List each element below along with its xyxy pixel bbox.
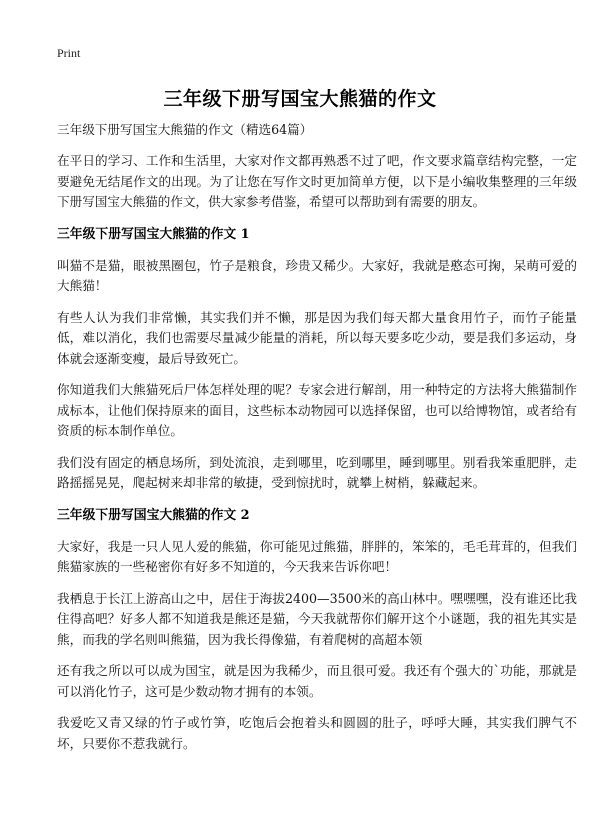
section-paragraph: 大家好，我是一只人见人爱的熊猫，你可能见过熊猫，胖胖的，笨笨的，毛毛茸茸的，但我们熊猫家族的一些秘密你有好多不知道的，今天我来告诉你吧！ <box>57 538 577 574</box>
article-subtitle: 三年级下册写国宝大熊猫的作文（精选64篇） <box>57 122 313 137</box>
print-link[interactable]: Print <box>57 46 81 60</box>
article-body <box>57 120 577 765</box>
intro-paragraph: 在平日的学习、工作和生活里，大家对作文都再熟悉不过了吧，作文要求篇章结构完整，一定要避免无结尾作文的出现。为了让您在写作文时更加简单方便，以下是小编收集整理的三年级下册写国宝大熊猫的作文，供大家参考借鉴，希望可以帮助到有需要的朋友。 <box>57 153 577 209</box>
section-heading: 三年级下册写国宝大熊猫的作文 2 <box>57 507 250 523</box>
section-heading: 三年级下册写国宝大熊猫的作文 1 <box>57 226 250 242</box>
section-paragraph: 有些人认为我们非常懒，其实我们并不懒，那是因为我们每天都大量食用竹子，而竹子能量低，难以消化，我们也需要尽量减少能量的消耗，所以每天要多吃少动，要是我们多运动，身体就会逐渐变瘦，最后导致死亡。 <box>57 309 577 366</box>
page-title: 三年级下册写国宝大熊猫的作文 <box>163 88 437 110</box>
section-paragraph: 你知道我们大熊猫死后尸体怎样处理的呢？专家会进行解剖，用一种特定的方法将大熊猫制作成标本，让他们保持原来的面目，这些标本动物园可以选择保留，也可以给博物馆，或者给有资质的标本制作单位。 <box>57 382 577 438</box>
section-paragraph: 叫猫不是猫，眼被黑圈包，竹子是粮食，珍贵又稀少。大家好，我就是憨态可掬，呆萌可爱的大熊猫！ <box>57 257 577 293</box>
section-paragraph: 我们没有固定的栖息场所，到处流浪，走到哪里，吃到哪里，睡到哪里。别看我笨重肥胖，走路摇摇晃晃，爬起树来却非常的敏捷，受到惊扰时，就攀上树梢，躲藏起来。 <box>57 454 577 490</box>
section-paragraph: 我栖息于长江上游高山之中，居住于海拔2400—3500米的高山林中。嘿嘿嘿，没有谁还比我住得高吧？好多人都不知道我是熊还是猫，今天我就帮你们解开这个小谜题，我的祖先其实是熊，而我的学名则叫熊猫，因为我长得像猫，有着爬树的高超本领 <box>57 590 577 647</box>
section-paragraph: 我爱吃又青又绿的竹子或竹笋，吃饱后会抱着头和圆圆的肚子，呼呼大睡，其实我们脾气不坏，只要你不惹我就行。 <box>57 715 577 751</box>
section-paragraph: 还有我之所以可以成为国宝，就是因为我稀少，而且很可爱。我还有个强大的`功能，那就是可以消化竹子，这可是少数动物才拥有的本领。 <box>57 663 577 699</box>
